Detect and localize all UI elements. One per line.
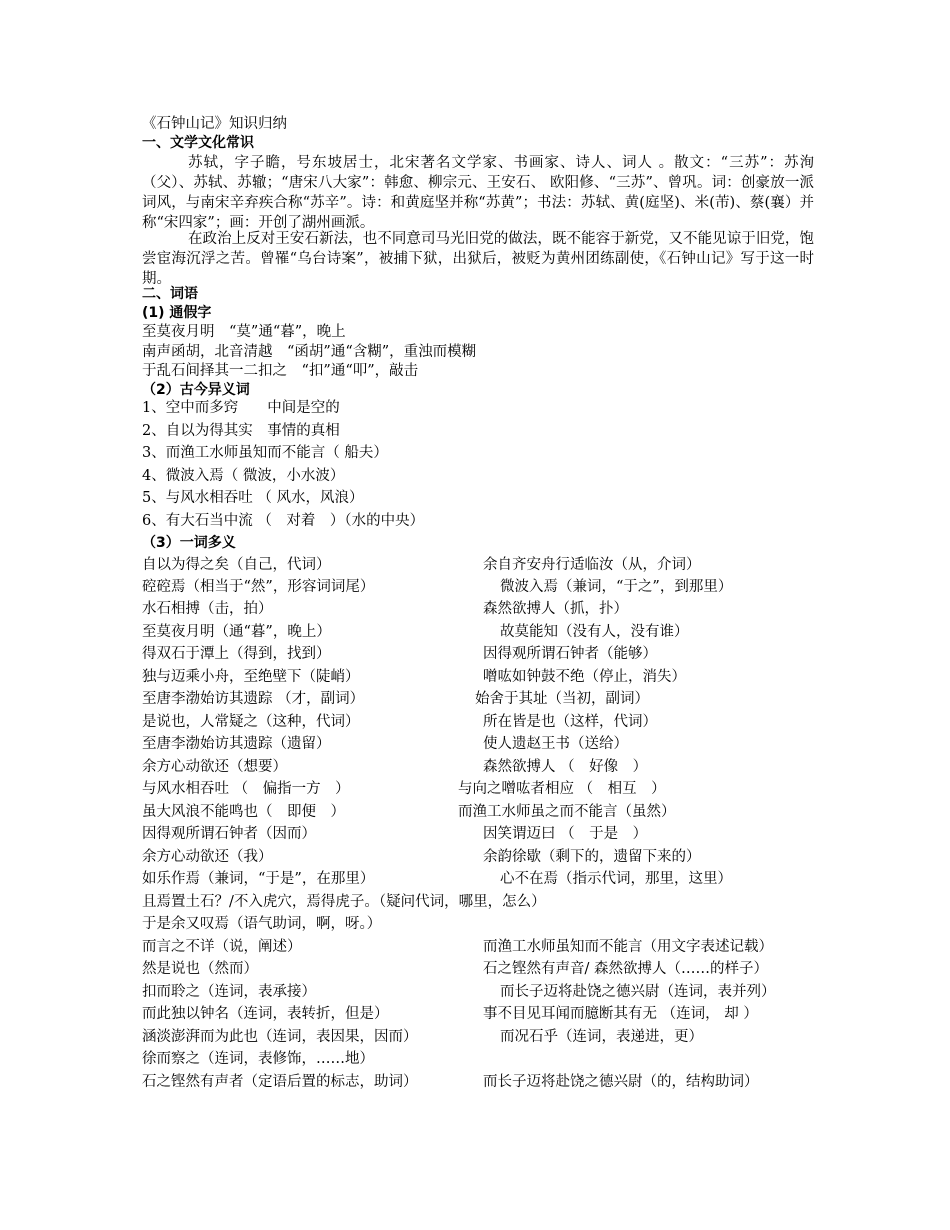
definition-left: 水石相搏（击，拍） [142, 601, 273, 617]
definition-right: 而渔工水师虽之而不能言（虽然） [458, 804, 676, 820]
section-heading: 二、词语 [142, 286, 198, 302]
subsection-heading: （3）一词多义 [142, 535, 236, 551]
definition-right: 微波入焉（兼词，“于之”，到那里） [500, 579, 733, 595]
definition-right: 故莫能知（没有人，没有谁） [500, 624, 689, 640]
definition-left: 虽大风浪不能鸣也（ 即便 ） [142, 804, 345, 820]
definition-left: 至莫夜月明（通“暮”，晚上） [142, 624, 331, 640]
list-item: 3、而渔工水师虽知而不能言（ 船夫） [142, 445, 388, 461]
section-heading: 一、文学文化常识 [142, 135, 254, 151]
paragraph: 苏轼，字子瞻，号东坡居士，北宋著名文学家、书画家、诗人、词人 。散文：“三苏”：苏洵（父）、苏轼、苏辙；“唐宋八大家”：韩愈、柳宗元、王安石、 欧阳修、“三苏”、曾巩。词：创豪放一派词风，与南宋辛弃疾合称“苏辛”。诗：和黄庭坚并称“苏黄”；书法：苏轼、黄(庭坚)、米(芾)、蔡(襄）并称“宋四家”；画：开创了湖州画派。 [142, 155, 814, 231]
definition-right: 而长子迈将赴饶之德兴尉（的，结构助词） [483, 1074, 759, 1090]
list-item: 6、有大石当中流 （ 对着 ）（水的中央） [142, 513, 425, 529]
list-item: 南声函胡，北音清越 “函胡”通“含糊”，重浊而模糊 [142, 344, 477, 360]
definition-left: 如乐作焉（兼词，“于是”，在那里） [142, 871, 375, 887]
subsection-heading: （2）古今异义词 [142, 382, 250, 398]
definition-right: 而渔工水师虽知而不能言（用文字表述记载） [483, 939, 773, 955]
definition-right: 事不目见耳闻而臆断其有无 （连词， 却 ） [483, 1006, 758, 1022]
definition-left: 扣而聆之（连词，表承接） [142, 984, 316, 1000]
definition-left: 是说也，人常疑之（这种，代词） [142, 714, 360, 730]
definition-left: 然是说也（然而） [142, 961, 258, 977]
definition-right: 森然欲搏人 （ 好像 ） [483, 759, 648, 775]
definition-left: 独与迈乘小舟，至绝壁下（陡峭） [142, 669, 360, 685]
definition-left: 余方心动欲还（想要） [142, 759, 287, 775]
definition-left: 而此独以钟名（连词，表转折，但是） [142, 1006, 389, 1022]
definition-right: 噌吰如钟鼓不绝（停止，消失） [483, 669, 686, 685]
definition-right: 心不在焉（指示代词，那里，这里） [500, 871, 732, 887]
document-title: 《石钟山记》知识归纳 [142, 116, 287, 132]
list-item: 2、自以为得其实 事情的真相 [142, 423, 340, 439]
definition-right: 因得观所谓石钟者（能够） [483, 646, 657, 662]
definition-left: 因得观所谓石钟者（因而） [142, 826, 316, 842]
definition-right: 因笑谓迈曰 （ 于是 ） [483, 826, 648, 842]
definition-right: 余自齐安舟行适临汝（从，介词） [483, 557, 701, 573]
subsection-heading: (1) 通假字 [142, 305, 212, 321]
definition-right: 所在皆是也（这样，代词） [483, 714, 657, 730]
definition-right: 始舍于其址（当初，副词） [475, 691, 649, 707]
list-item: 至莫夜月明 “莫”通“暮”，晚上 [142, 324, 346, 340]
definition-right: 余韵徐歇（剩下的，遗留下来的） [483, 849, 701, 865]
list-item: 4、微波入焉（ 微波，小水波） [142, 468, 345, 484]
definition-left: 与风水相吞吐 （ 偏指一方 ） [142, 781, 350, 797]
definition-right: 森然欲搏人（抓，扑） [483, 601, 628, 617]
definition-right: 与向之噌吰者相应 （ 相互 ） [458, 781, 666, 797]
definition-left: 得双石于潭上（得到，找到） [142, 646, 331, 662]
definition-left: 余方心动欲还（我） [142, 849, 273, 865]
definition-left: 而言之不详（说，阐述） [142, 939, 302, 955]
definition-right: 而长子迈将赴饶之德兴尉（连词，表并列） [500, 984, 776, 1000]
definition-full: 徐而察之（连词，表修饰，……地） [142, 1051, 374, 1067]
definition-left: 石之铿然有声者（定语后置的标志，助词） [142, 1074, 418, 1090]
definition-left: 涵淡澎湃而为此也（连词，表因果，因而） [142, 1029, 418, 1045]
list-item: 于乱石间择其一二扣之 “扣”通“叩”，敲击 [142, 363, 419, 379]
list-item: 1、空中而多窍 中间是空的 [142, 400, 340, 416]
definition-full: 且焉置土石？/不入虎穴，焉得虎子。（疑问代词，哪里，怎么） [142, 894, 546, 910]
definition-left: 至唐李渤始访其遗踪 （才，副词） [142, 691, 365, 707]
definition-right: 使人遗赵王书（送给） [483, 736, 628, 752]
definition-right: 石之铿然有声音/ 森然欲搏人（……的样子） [483, 961, 768, 977]
list-item: 5、与风水相吞吐 （ 风水，风浪） [142, 490, 364, 506]
definition-full: 于是余又叹焉（语气助词，啊，呀。） [142, 916, 382, 932]
definition-right: 而况石乎（连词，表递进，更） [500, 1029, 703, 1045]
paragraph: 在政治上反对王安石新法，也不同意司马光旧党的做法，既不能容于新党，又不能见谅于旧党，饱尝宦海沉浮之苦。曾罹“乌台诗案”，被捕下狱，出狱后，被贬为黄州团练副使，《石钟山记》写于这一时期。 [142, 231, 814, 287]
definition-left: 自以为得之矣（自己，代词） [142, 557, 331, 573]
definition-left: 硿硿焉（相当于“然”，形容词词尾） [142, 579, 375, 595]
definition-left: 至唐李渤始访其遗踪（遗留） [142, 736, 331, 752]
